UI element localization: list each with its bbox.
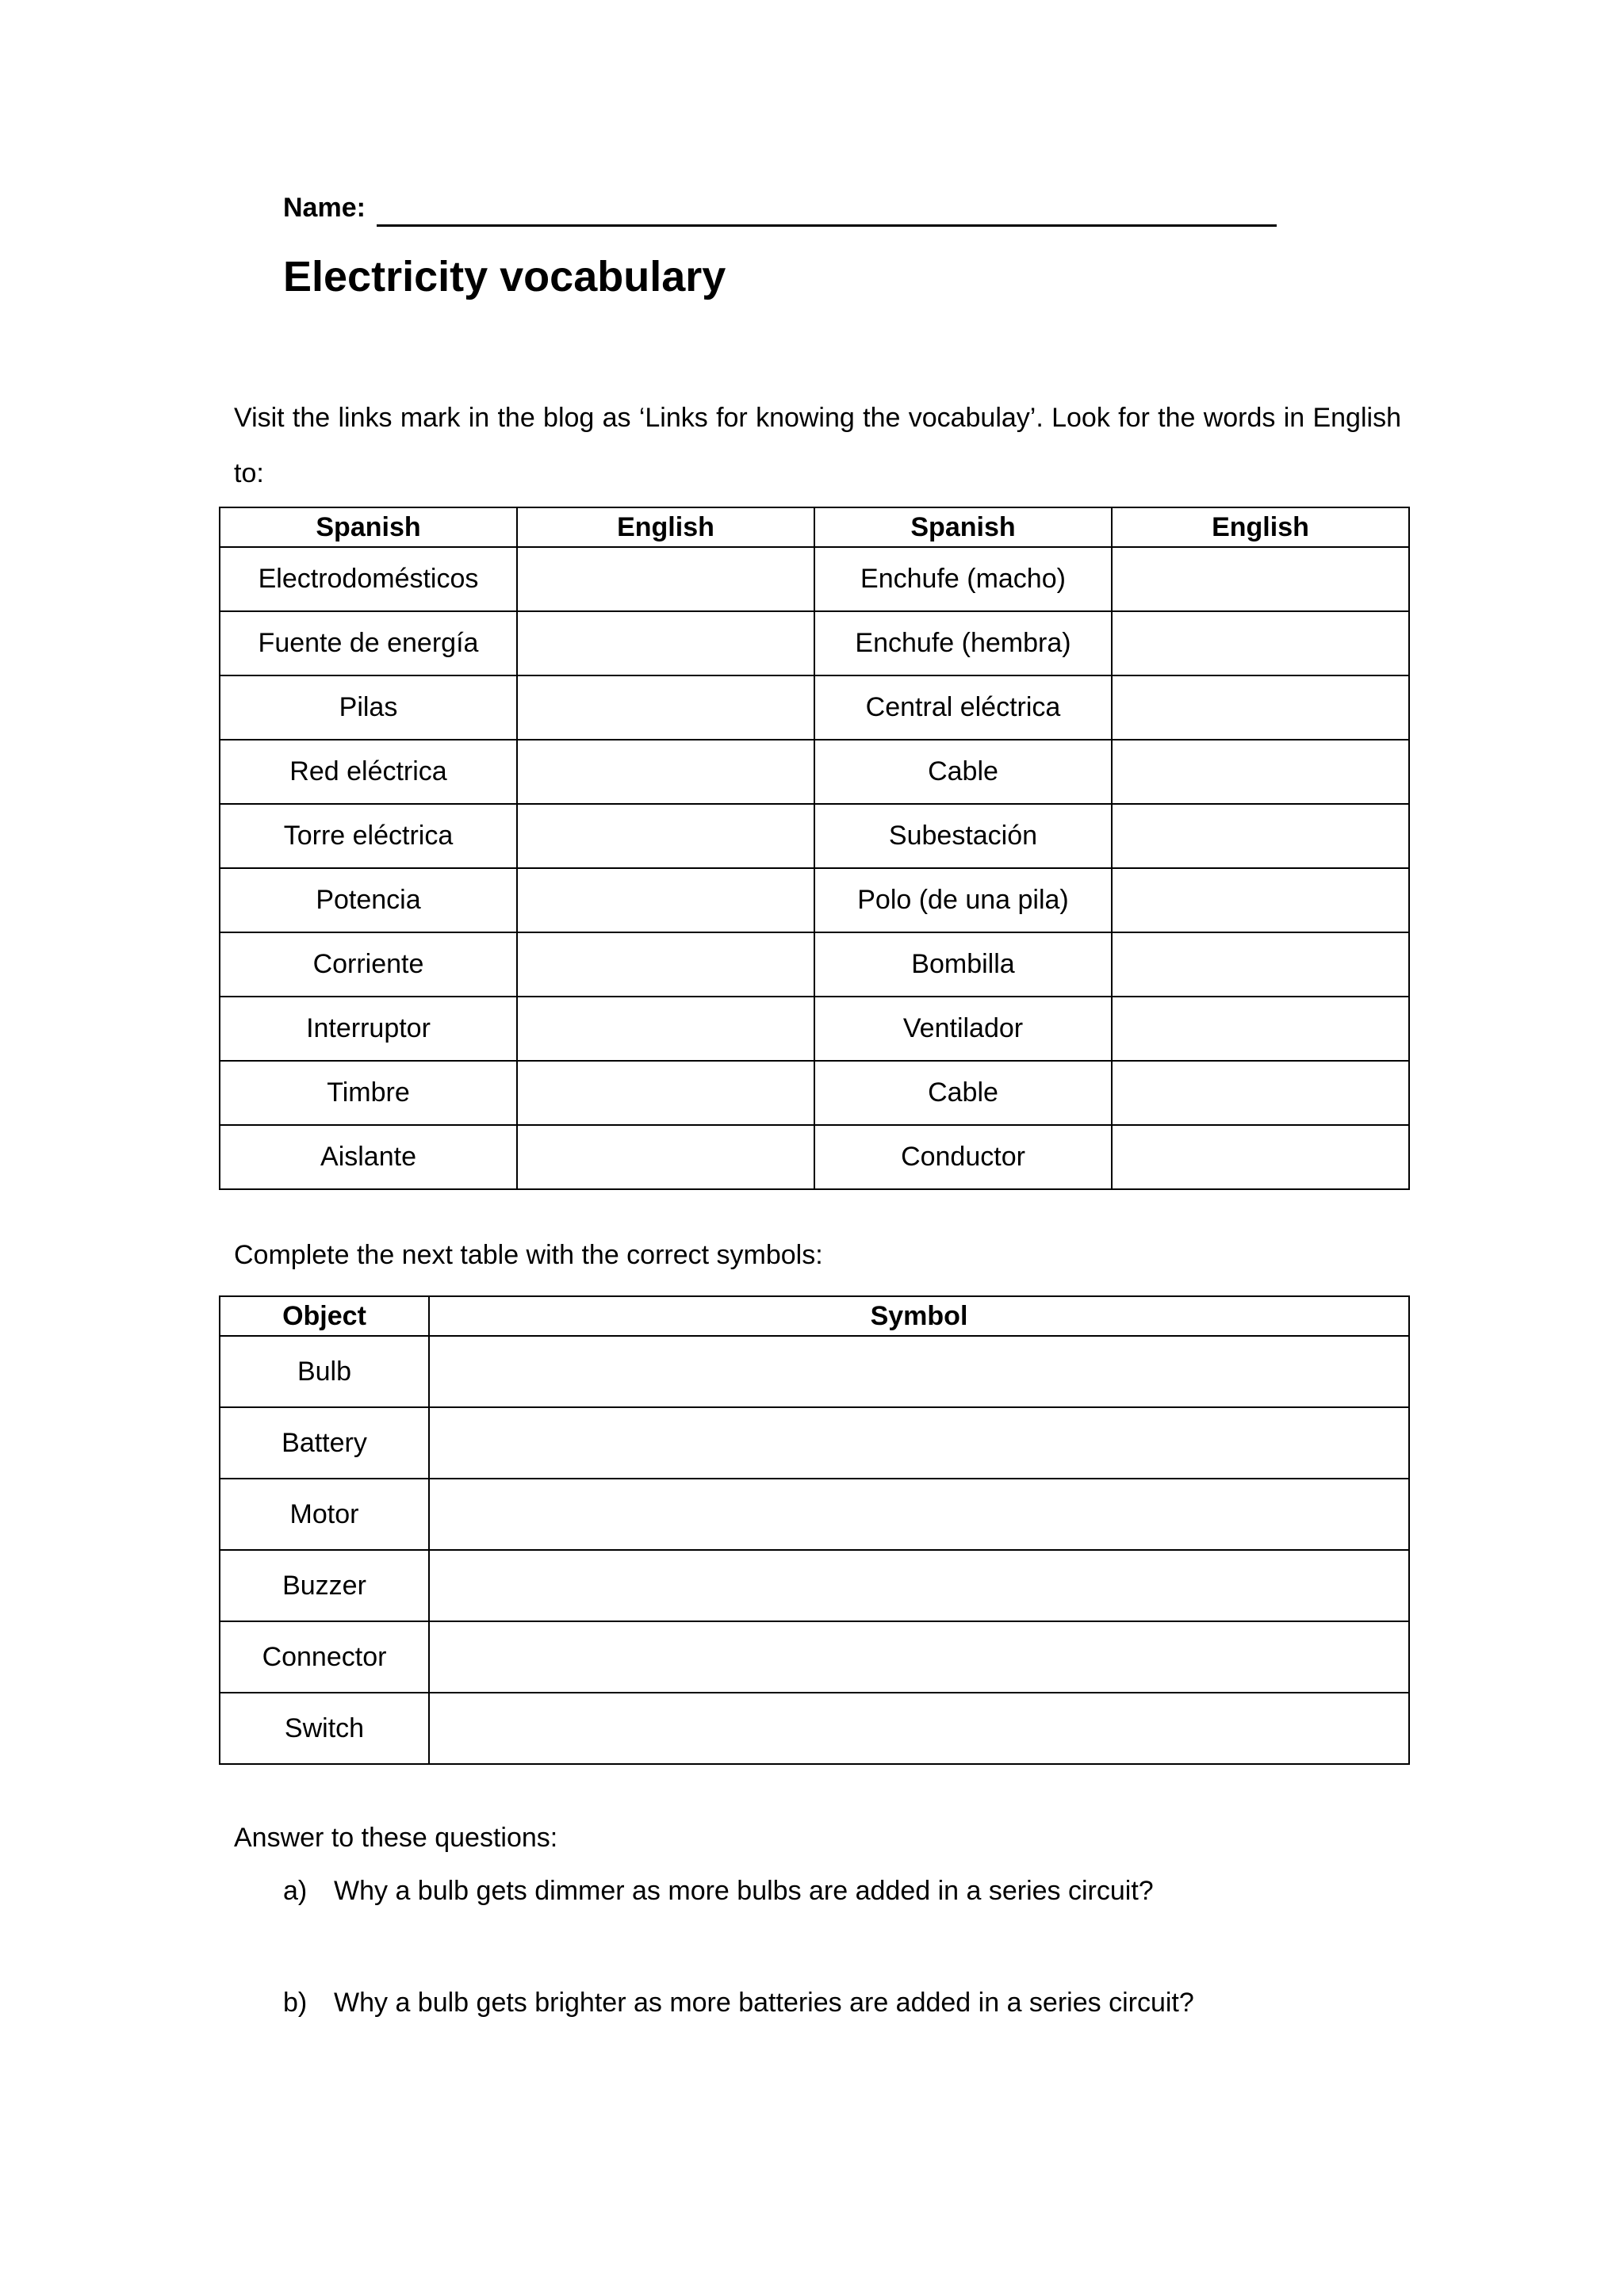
question-text: Why a bulb gets dimmer as more bulbs are added in a series circuit? <box>334 1876 1154 1906</box>
table-row <box>220 1336 1409 1407</box>
spanish-word: Timbre <box>220 1061 517 1125</box>
table-row <box>220 1061 1409 1125</box>
page-title: Electricity vocabulary <box>283 253 726 300</box>
symbol-answer-cell[interactable] <box>429 1336 1409 1407</box>
table-row <box>220 675 1409 740</box>
spanish-word: Electrodomésticos <box>220 547 517 611</box>
spanish-word: Potencia <box>220 868 517 932</box>
table-row <box>220 1621 1409 1693</box>
table-row <box>220 1693 1409 1764</box>
symbol-answer-cell[interactable] <box>429 1479 1409 1550</box>
english-answer-cell[interactable] <box>517 868 814 932</box>
table-row <box>220 997 1409 1061</box>
name-blank-line[interactable] <box>377 224 1277 227</box>
spanish-word: Torre eléctrica <box>220 804 517 868</box>
symbol-answer-cell[interactable] <box>429 1693 1409 1764</box>
english-answer-cell[interactable] <box>517 547 814 611</box>
question-a <box>283 1876 1154 1907</box>
spanish-word: Subestación <box>814 804 1112 868</box>
table-row <box>220 611 1409 675</box>
spanish-word: Fuente de energía <box>220 611 517 675</box>
english-answer-cell[interactable] <box>1112 740 1409 804</box>
header-spanish: Spanish <box>220 507 517 547</box>
english-answer-cell[interactable] <box>1112 804 1409 868</box>
spanish-word: Cable <box>814 1061 1112 1125</box>
english-answer-cell[interactable] <box>517 997 814 1061</box>
english-answer-cell[interactable] <box>517 675 814 740</box>
symbols-instruction: Complete the next table with the correct symbols: <box>234 1240 823 1270</box>
symbol-answer-cell[interactable] <box>429 1550 1409 1621</box>
english-answer-cell[interactable] <box>1112 675 1409 740</box>
spanish-word: Enchufe (macho) <box>814 547 1112 611</box>
object-name: Buzzer <box>220 1550 429 1621</box>
symbols-header-row <box>220 1296 1409 1336</box>
spanish-word: Central eléctrica <box>814 675 1112 740</box>
table-row <box>220 1479 1409 1550</box>
spanish-word: Red eléctrica <box>220 740 517 804</box>
spanish-word: Ventilador <box>814 997 1112 1061</box>
english-answer-cell[interactable] <box>517 1125 814 1189</box>
spanish-word: Aislante <box>220 1125 517 1189</box>
spanish-word: Bombilla <box>814 932 1112 997</box>
intro-paragraph: Visit the links mark in the blog as ‘Links for knowing the vocabulay’. Look for the words in English to: <box>234 403 1401 488</box>
english-answer-cell[interactable] <box>1112 611 1409 675</box>
table-row <box>220 1550 1409 1621</box>
symbol-answer-cell[interactable] <box>429 1621 1409 1693</box>
spanish-word: Corriente <box>220 932 517 997</box>
name-label: Name: <box>283 193 366 223</box>
english-answer-cell[interactable] <box>517 1061 814 1125</box>
questions-instruction: Answer to these questions: <box>234 1823 558 1853</box>
object-name: Motor <box>220 1479 429 1550</box>
spanish-word: Polo (de una pila) <box>814 868 1112 932</box>
table-row <box>220 1407 1409 1479</box>
spanish-word: Pilas <box>220 675 517 740</box>
spanish-word: Interruptor <box>220 997 517 1061</box>
table-row <box>220 547 1409 611</box>
header-spanish: Spanish <box>814 507 1112 547</box>
spanish-word: Conductor <box>814 1125 1112 1189</box>
english-answer-cell[interactable] <box>1112 1061 1409 1125</box>
table-row <box>220 1125 1409 1189</box>
english-answer-cell[interactable] <box>1112 868 1409 932</box>
english-answer-cell[interactable] <box>1112 997 1409 1061</box>
english-answer-cell[interactable] <box>517 804 814 868</box>
english-answer-cell[interactable] <box>517 611 814 675</box>
symbols-table <box>219 1295 1410 1765</box>
table-row <box>220 804 1409 868</box>
question-letter: b) <box>283 1988 308 2018</box>
table-row <box>220 932 1409 997</box>
header-english: English <box>517 507 814 547</box>
object-name: Connector <box>220 1621 429 1693</box>
spanish-word: Enchufe (hembra) <box>814 611 1112 675</box>
object-name: Bulb <box>220 1336 429 1407</box>
table-row <box>220 868 1409 932</box>
spanish-word: Cable <box>814 740 1112 804</box>
english-answer-cell[interactable] <box>517 932 814 997</box>
question-letter: a) <box>283 1876 308 1906</box>
english-answer-cell[interactable] <box>1112 547 1409 611</box>
english-answer-cell[interactable] <box>1112 1125 1409 1189</box>
object-name: Switch <box>220 1693 429 1764</box>
english-answer-cell[interactable] <box>517 740 814 804</box>
question-b <box>283 1988 1194 2019</box>
table-row <box>220 740 1409 804</box>
vocabulary-header-row <box>220 507 1409 547</box>
header-english: English <box>1112 507 1409 547</box>
symbol-answer-cell[interactable] <box>429 1407 1409 1479</box>
header-object: Object <box>220 1296 429 1336</box>
header-symbol: Symbol <box>429 1296 1409 1336</box>
question-text: Why a bulb gets brighter as more batteries are added in a series circuit? <box>334 1988 1194 2018</box>
object-name: Battery <box>220 1407 429 1479</box>
vocabulary-table <box>219 507 1410 1190</box>
english-answer-cell[interactable] <box>1112 932 1409 997</box>
